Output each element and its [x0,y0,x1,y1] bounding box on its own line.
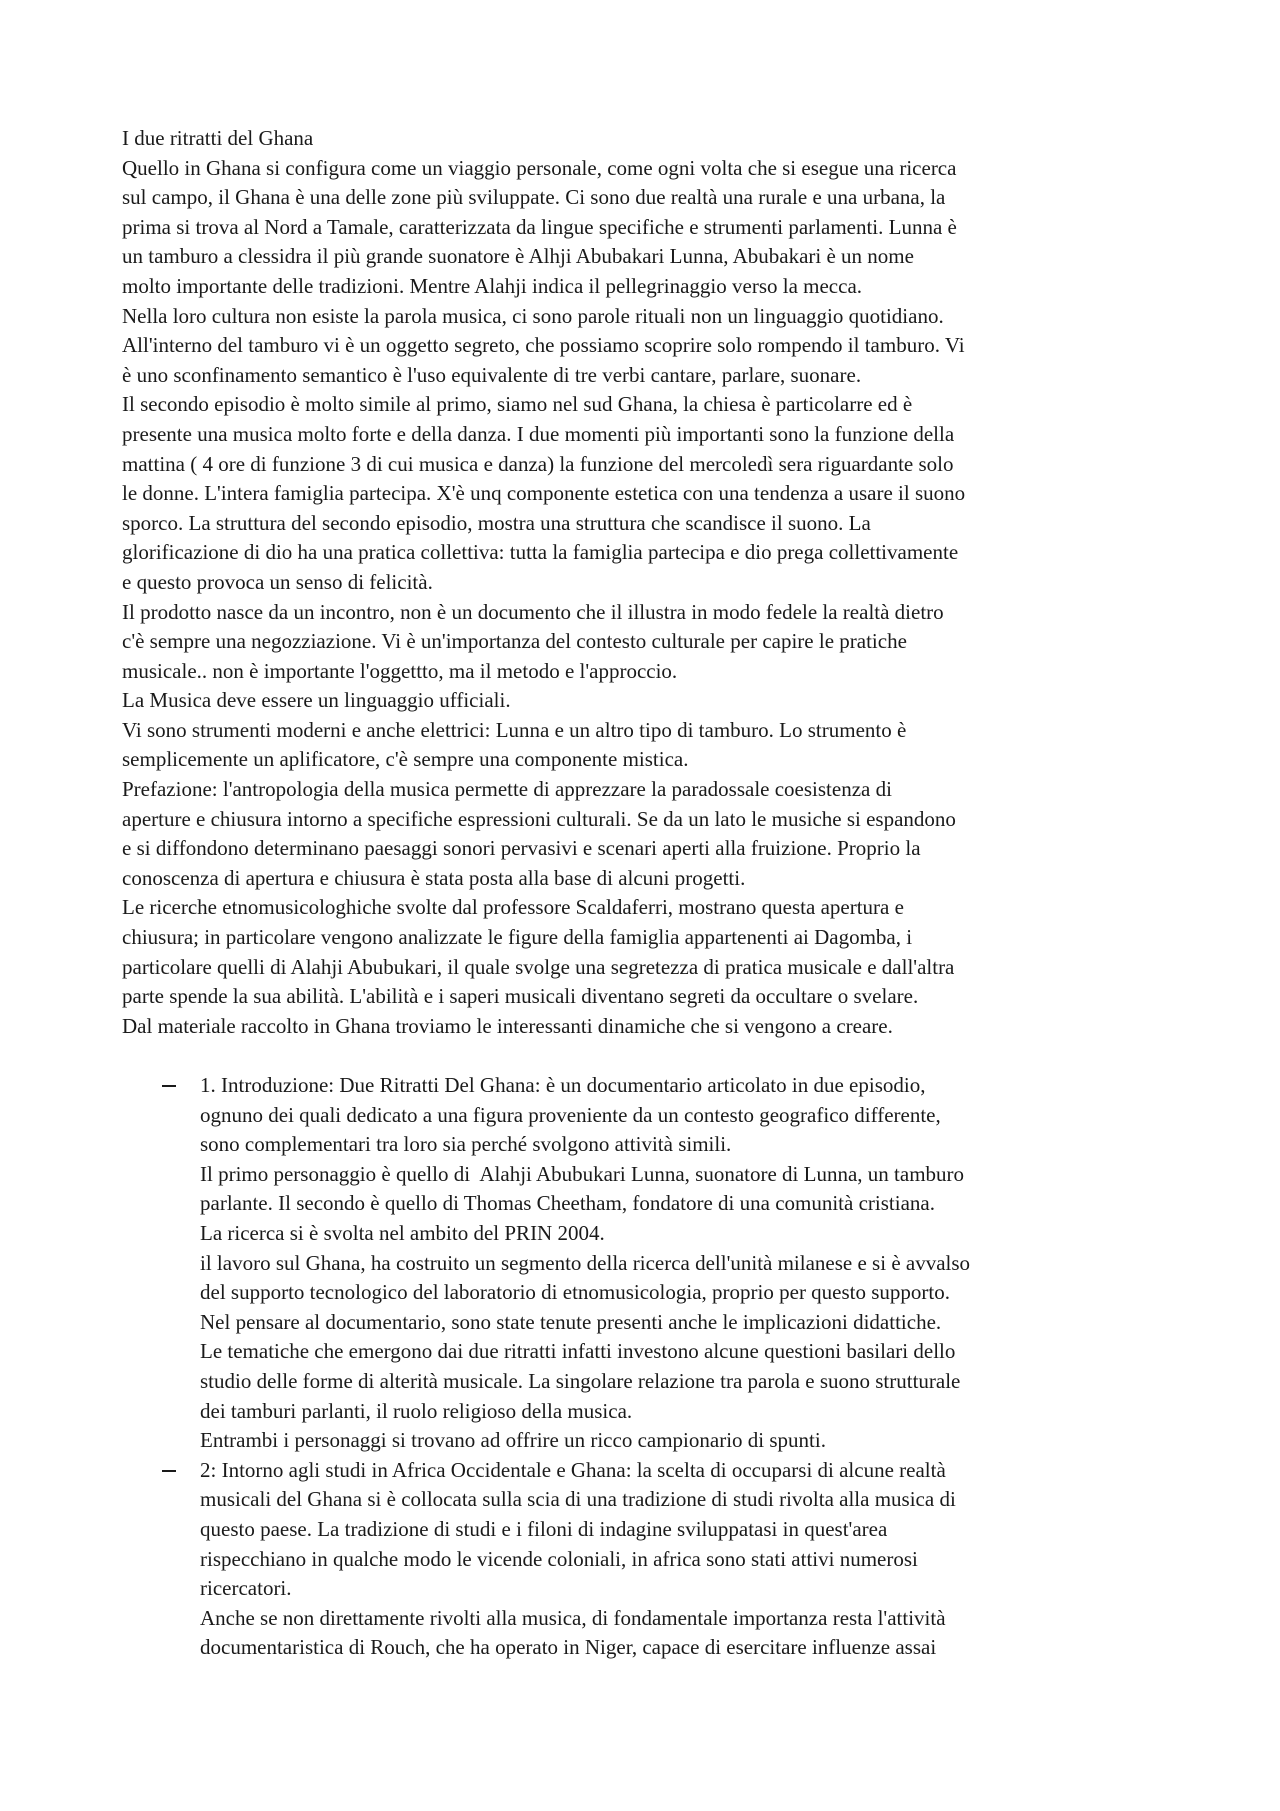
list-item-line: 2: Intorno agli studi in Africa Occidentale e Ghana: la scelta di occuparsi di alcune realtà [200,1457,946,1482]
paragraph-gap [122,1041,1172,1071]
body-line: conoscenza di apertura e chiusura è stata posta alla base di alcuni progetti. [122,865,746,890]
body-line: le donne. L'intera famiglia partecipa. X'è unq componente estetica con una tendenza a usare il suono [122,481,966,506]
dash-bullet-icon [162,1071,176,1101]
list-item-line: Entrambi i personaggi si trovano ad offrire un ricco campionario di spunti. [200,1428,826,1453]
dash-bullet-icon [162,1456,176,1486]
list-item-line: Nel pensare al documentario, sono state tenute presenti anche le implicazioni didattiche. [200,1309,942,1334]
list-item-line: musicali del Ghana si è collocata sulla scia di una tradizione di studi rivolta alla musica di [200,1487,956,1512]
list-item-line: Le tematiche che emergono dai due ritratti infatti investono alcune questioni basilari dello [200,1339,956,1364]
document-page [122,124,1172,1663]
list-item-line: sono complementari tra loro sia perché svolgono attività simili. [200,1132,732,1157]
body-line: All'interno del tamburo vi è un oggetto segreto, che possiamo scoprire solo rompendo il tamburo. Vi [122,333,965,358]
list-item-line: il lavoro sul Ghana, ha costruito un segmento della ricerca dell'unità milanese e si è avvalso [200,1250,971,1275]
list-item-line: Il primo personaggio è quello di Alahji Abubukari Lunna, suonatore di Lunna, un tamburo [200,1161,965,1186]
body-line: glorificazione di dio ha una pratica collettiva: tutta la famiglia partecipa e dio prega collettivamente [122,540,959,565]
body-line: sporco. La struttura del secondo episodio, mostra una struttura che scandisce il suono. La [122,510,871,535]
body-line: aperture e chiusura intorno a specifiche espressioni culturali. Se da un lato le musiche si espandono [122,806,956,831]
list-item-line: rispecchiano in qualche modo le vicende coloniali, in africa sono stati attivi numerosi [200,1546,918,1571]
body-line: un tamburo a clessidra il più grande suonatore è Alhji Abubakari Lunna, Abubakari è un nome [122,244,914,269]
body-line: parte spende la sua abilità. L'abilità e i saperi musicali diventano segreti da occultare o svelare. [122,984,919,1009]
body-line: chiusura; in particolare vengono analizzate le figure della famiglia appartenenti ai Dagomba, i [122,925,913,950]
list-item-line: parlante. Il secondo è quello di Thomas Cheetham, fondatore di una comunità cristiana. [200,1191,935,1216]
dash-list [122,1071,1172,1663]
body-line: e si diffondono determinano paesaggi sonori pervasivi e scenari aperti alla fruizione. Proprio la [122,836,921,861]
body-line: e questo provoca un senso di felicità. [122,569,433,594]
list-item-line: del supporto tecnologico del laboratorio di etnomusicologia, proprio per questo supporto. [200,1280,951,1305]
body-line: Nella loro cultura non esiste la parola musica, ci sono parole rituali non un linguaggio quotidiano. [122,303,944,328]
body-line: è uno sconfinamento semantico è l'uso equivalente di tre verbi cantare, parlare, suonare. [122,362,862,387]
list-item-line: Anche se non direttamente rivolti alla musica, di fondamentale importanza resta l'attività [200,1605,946,1630]
document-title: I due ritratti del Ghana [122,126,314,150]
body-line: c'è sempre una negozziazione. Vi è un'importanza del contesto culturale per capire le pratiche [122,629,907,654]
body-line: prima si trova al Nord a Tamale, caratterizzata da lingue specifiche e strumenti parlamenti. Lunna è [122,214,957,239]
body-line: Vi sono strumenti moderni e anche elettrici: Lunna e un altro tipo di tamburo. Lo strumento è [122,717,907,742]
body-line: sul campo, il Ghana è una delle zone più sviluppate. Ci sono due realtà una rurale e una urbana, la [122,185,946,210]
body-line: Prefazione: l'antropologia della musica permette di apprezzare la paradossale coesistenza di [122,777,892,802]
list-item-line: studio delle forme di alterità musicale. La singolare relazione tra parola e suono strutturale [200,1368,961,1393]
body-line: semplicemente un aplificatore, c'è sempre una componente mistica. [122,747,689,772]
list-item-line: 1. Introduzione: Due Ritratti Del Ghana: è un documentario articolato in due episodio, [200,1073,926,1097]
list-item-line: La ricerca si è svolta nel ambito del PRIN 2004. [200,1220,605,1245]
body-line: La Musica deve essere un linguaggio ufficiali. [122,688,511,713]
list-item-line: ricercatori. [200,1576,292,1601]
list-item [122,1456,1172,1663]
body-line: Il secondo episodio è molto simile al primo, siamo nel sud Ghana, la chiesa è particolarre ed è [122,392,913,417]
body-line: Le ricerche etnomusicologhiche svolte dal professore Scaldaferri, mostrano questa apertura e [122,895,904,920]
body-line: Quello in Ghana si configura come un viaggio personale, come ogni volta che si esegue una ricerca [122,155,957,180]
body-line: particolare quelli di Alahji Abubukari, il quale svolge una segretezza di pratica musicale e dall'altra [122,954,955,979]
body-line: musicale.. non è importante l'oggettto, ma il metodo e l'approccio. [122,658,678,683]
list-item-line: dei tamburi parlanti, il ruolo religioso della musica. [200,1398,633,1423]
body-line: molto importante delle tradizioni. Mentre Alahji indica il pellegrinaggio verso la mecca. [122,273,863,298]
list-item [122,1071,1172,1456]
list-item-line: ognuno dei quali dedicato a una figura proveniente da un contesto geografico differente, [200,1102,941,1127]
list-item-line: documentaristica di Rouch, che ha operato in Niger, capace di esercitare influenze assai [200,1635,937,1660]
body-line: mattina ( 4 ore di funzione 3 di cui musica e danza) la funzione del mercoledì sera riguardante solo [122,451,954,476]
list-item-line: questo paese. La tradizione di studi e i filoni di indagine sviluppatasi in quest'area [200,1516,888,1541]
body-line: Il prodotto nasce da un incontro, non è un documento che il illustra in modo fedele la realtà dietro [122,599,944,624]
body-line: presente una musica molto forte e della danza. I due momenti più importanti sono la funzione della [122,421,955,446]
body-text [122,154,1172,1042]
body-line: Dal materiale raccolto in Ghana troviamo le interessanti dinamiche che si vengono a creare. [122,1013,893,1038]
